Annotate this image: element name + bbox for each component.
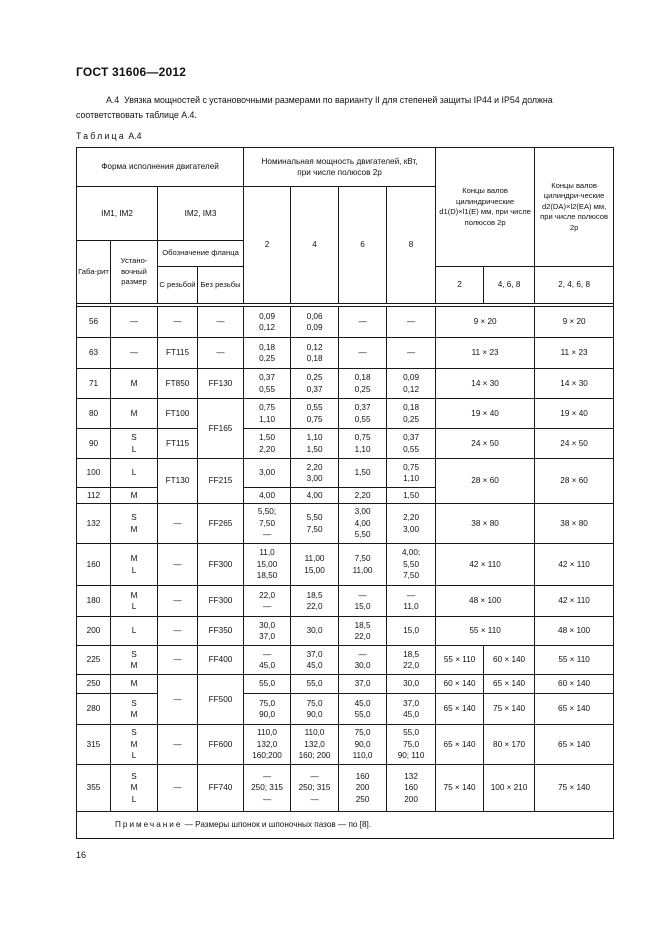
- cell-flange-with-thread: FT100: [158, 399, 198, 429]
- cell-shaft-conical: 60 × 140: [535, 675, 614, 694]
- cell-shaft-cylindrical: 14 × 30: [436, 369, 535, 399]
- cell-flange-without-thread: —: [198, 307, 244, 338]
- cell-flange-without-thread: FF215: [198, 459, 244, 504]
- cell-power-2p: 0,75 1,10: [244, 399, 291, 429]
- table-row: [77, 617, 614, 646]
- cell-flange-with-thread: —: [158, 646, 198, 675]
- cell-shaft-cylindrical-468p: 65 × 140: [484, 675, 535, 694]
- cell-power-8p: 18,5 22,0: [387, 646, 436, 675]
- cell-mount-size: M: [111, 488, 158, 504]
- cell-shaft-conical: 65 × 140: [535, 725, 614, 765]
- cell-gabarit: 56: [77, 307, 111, 338]
- cell-power-2p: 1,50 2,20: [244, 429, 291, 459]
- header-p6: 6: [339, 187, 387, 304]
- cell-mount-size: —: [111, 307, 158, 338]
- cell-power-2p: 22,0 —: [244, 586, 291, 617]
- cell-shaft-conical: 48 × 100: [535, 617, 614, 646]
- header-im2: IM2, IM3: [158, 187, 244, 241]
- cell-gabarit: 100: [77, 459, 111, 488]
- cell-flange-without-thread: FF300: [198, 586, 244, 617]
- header-con-all: 2, 4, 6, 8: [535, 267, 614, 304]
- cell-gabarit: 250: [77, 675, 111, 694]
- cell-power-4p: 0,12 0,18: [291, 338, 339, 369]
- cell-flange-with-thread: —: [158, 586, 198, 617]
- cell-flange-without-thread: FF130: [198, 369, 244, 399]
- cell-power-2p: 0,18 0,25: [244, 338, 291, 369]
- section-paragraph: [76, 93, 616, 123]
- cell-mount-size: M L: [111, 586, 158, 617]
- cell-power-4p: 18,5 22,0: [291, 586, 339, 617]
- cell-flange-without-thread: FF600: [198, 725, 244, 765]
- cell-flange-with-thread: FT115: [158, 338, 198, 369]
- cell-power-2p: 0,37 0,55: [244, 369, 291, 399]
- cell-shaft-cylindrical: 19 × 40: [436, 399, 535, 429]
- cell-shaft-conical: 42 × 110: [535, 586, 614, 617]
- cell-power-6p: — 15,0: [339, 586, 387, 617]
- cell-shaft-conical: 38 × 80: [535, 504, 614, 544]
- cell-power-8p: 1,50: [387, 488, 436, 504]
- cell-power-6p: 75,0 90,0 110,0: [339, 725, 387, 765]
- cell-flange-with-thread: —: [158, 617, 198, 646]
- table-row: [77, 694, 614, 725]
- cell-mount-size: L: [111, 459, 158, 488]
- cell-gabarit: 80: [77, 399, 111, 429]
- header-gabarit: Габа-рит: [77, 241, 111, 304]
- note-text: — Размеры шпонок и шпоночных пазов — по [8].: [184, 820, 372, 830]
- cell-mount-size: M: [111, 675, 158, 694]
- table-row: [77, 725, 614, 765]
- table-row: [77, 544, 614, 586]
- cell-flange-with-thread: —: [158, 765, 198, 812]
- table-row: [77, 429, 614, 459]
- cell-flange-with-thread: FT115: [158, 429, 198, 459]
- cell-mount-size: S L: [111, 429, 158, 459]
- cell-flange-with-thread: —: [158, 544, 198, 586]
- cell-power-4p: 55,0: [291, 675, 339, 694]
- section-text: Увязка мощностей с установочными размерами по варианту II для степеней защиты IP44 и IP54 должна соответствовать таблице А.4.: [76, 95, 553, 120]
- cell-power-4p: 0,06 0,09: [291, 307, 339, 338]
- cell-mount-size: S M: [111, 646, 158, 675]
- cell-shaft-cylindrical-2p: 65 × 140: [436, 694, 484, 725]
- cell-gabarit: 225: [77, 646, 111, 675]
- cell-power-2p: 3,00: [244, 459, 291, 488]
- cell-shaft-conical: 55 × 110: [535, 646, 614, 675]
- cell-shaft-conical: 65 × 140: [535, 694, 614, 725]
- table-row: [77, 459, 614, 488]
- cell-flange-without-thread: FF400: [198, 646, 244, 675]
- cell-power-4p: 110,0 132,0 160; 200: [291, 725, 339, 765]
- cell-flange-without-thread: FF265: [198, 504, 244, 544]
- header-shaft-conical: Концы валов цилиндри-ческие d2(DA)×l2(EA) мм, при числе полюсов 2p: [535, 148, 614, 267]
- table-row: [77, 399, 614, 429]
- table-row: [77, 586, 614, 617]
- cell-flange-with-thread: FT130: [158, 459, 198, 504]
- cell-gabarit: 90: [77, 429, 111, 459]
- cell-power-6p: 7,50 11,00: [339, 544, 387, 586]
- cell-flange-with-thread: —: [158, 307, 198, 338]
- cell-power-6p: 0,18 0,25: [339, 369, 387, 399]
- table-caption-number: А.4: [128, 131, 142, 141]
- cell-gabarit: 71: [77, 369, 111, 399]
- cell-power-4p: 4,00: [291, 488, 339, 504]
- cell-power-2p: 110,0 132,0 160;200: [244, 725, 291, 765]
- cell-power-8p: 30,0: [387, 675, 436, 694]
- cell-power-6p: 18,5 22,0: [339, 617, 387, 646]
- cell-power-6p: 160 200 250: [339, 765, 387, 812]
- cell-power-2p: 11,0 15,00 18,50: [244, 544, 291, 586]
- cell-power-6p: 0,37 0,55: [339, 399, 387, 429]
- cell-mount-size: M: [111, 369, 158, 399]
- cell-shaft-conical: 75 × 140: [535, 765, 614, 812]
- cell-shaft-cylindrical: 11 × 23: [436, 338, 535, 369]
- power-table: [76, 147, 614, 839]
- header-shaft-cylindrical: Концы валов цилиндрические d1(D)×l1(E) мм, при числе полюсов 2p: [436, 148, 535, 267]
- table-row: [77, 765, 614, 812]
- header-p8: 8: [387, 187, 436, 304]
- cell-power-8p: 55,0 75,0 90; 110: [387, 725, 436, 765]
- cell-shaft-conical: 24 × 50: [535, 429, 614, 459]
- cell-flange-with-thread: —: [158, 675, 198, 725]
- cell-power-4p: 75,0 90,0: [291, 694, 339, 725]
- cell-shaft-conical: 42 × 110: [535, 544, 614, 586]
- cell-power-6p: —: [339, 338, 387, 369]
- cell-power-4p: 37,0 45,0: [291, 646, 339, 675]
- cell-power-8p: 0,09 0,12: [387, 369, 436, 399]
- cell-power-6p: — 30,0: [339, 646, 387, 675]
- cell-shaft-conical: 14 × 30: [535, 369, 614, 399]
- cell-power-8p: — 11,0: [387, 586, 436, 617]
- cell-mount-size: S M: [111, 694, 158, 725]
- table-row: [77, 338, 614, 369]
- cell-shaft-cylindrical-468p: 75 × 140: [484, 694, 535, 725]
- header-im1: IM1, IM2: [77, 187, 158, 241]
- cell-mount-size: M L: [111, 544, 158, 586]
- cell-shaft-cylindrical-2p: 65 × 140: [436, 725, 484, 765]
- cell-shaft-conical: 19 × 40: [535, 399, 614, 429]
- cell-power-2p: — 250; 315 —: [244, 765, 291, 812]
- cell-power-4p: 0,55 0,75: [291, 399, 339, 429]
- cell-mount-size: S M L: [111, 765, 158, 812]
- cell-power-6p: —: [339, 307, 387, 338]
- cell-shaft-cylindrical-2p: 60 × 140: [436, 675, 484, 694]
- cell-shaft-cylindrical-468p: 60 × 140: [484, 646, 535, 675]
- cell-flange-with-thread: —: [158, 504, 198, 544]
- cell-power-2p: 4,00: [244, 488, 291, 504]
- cell-flange-without-thread: FF165: [198, 399, 244, 459]
- cell-shaft-cylindrical: 9 × 20: [436, 307, 535, 338]
- cell-power-4p: 11,00 15,00: [291, 544, 339, 586]
- table-caption: [76, 131, 142, 141]
- cell-power-2p: 5,50; 7,50 —: [244, 504, 291, 544]
- cell-power-2p: 30,0 37,0: [244, 617, 291, 646]
- header-p4: 4: [291, 187, 339, 304]
- cell-shaft-cylindrical: 38 × 80: [436, 504, 535, 544]
- cell-power-8p: 4,00; 5,50 7,50: [387, 544, 436, 586]
- cell-shaft-conical: 11 × 23: [535, 338, 614, 369]
- cell-mount-size: L: [111, 617, 158, 646]
- cell-power-2p: — 45,0: [244, 646, 291, 675]
- cell-power-4p: — 250; 315 —: [291, 765, 339, 812]
- cell-power-4p: 2,20 3,00: [291, 459, 339, 488]
- cell-power-4p: 1,10 1,50: [291, 429, 339, 459]
- cell-power-6p: 45,0 55,0: [339, 694, 387, 725]
- cell-gabarit: 160: [77, 544, 111, 586]
- cell-flange-without-thread: FF300: [198, 544, 244, 586]
- cell-mount-size: M: [111, 399, 158, 429]
- cell-power-6p: 2,20: [339, 488, 387, 504]
- cell-power-4p: 30,0: [291, 617, 339, 646]
- header-flange: Обозначение фланца: [158, 241, 244, 267]
- cell-mount-size: S M L: [111, 725, 158, 765]
- cell-power-8p: 2,20 3,00: [387, 504, 436, 544]
- cell-power-8p: —: [387, 338, 436, 369]
- document-header: ГОСТ 31606—2012: [76, 65, 187, 79]
- cell-shaft-cylindrical: 24 × 50: [436, 429, 535, 459]
- cell-power-8p: 0,75 1,10: [387, 459, 436, 488]
- cell-power-8p: 15,0: [387, 617, 436, 646]
- cell-gabarit: 112: [77, 488, 111, 504]
- cell-gabarit: 132: [77, 504, 111, 544]
- cell-shaft-cylindrical-2p: 55 × 110: [436, 646, 484, 675]
- cell-mount-size: S M: [111, 504, 158, 544]
- cell-gabarit: 315: [77, 725, 111, 765]
- cell-shaft-conical: 28 × 60: [535, 459, 614, 504]
- cell-flange-with-thread: FT850: [158, 369, 198, 399]
- cell-gabarit: 355: [77, 765, 111, 812]
- cell-power-2p: 55,0: [244, 675, 291, 694]
- cell-power-6p: 3,00 4,00 5,50: [339, 504, 387, 544]
- cell-shaft-cylindrical-468p: 80 × 170: [484, 725, 535, 765]
- table-note: [77, 812, 614, 839]
- table-row: [77, 307, 614, 338]
- cell-shaft-cylindrical: 48 × 100: [436, 586, 535, 617]
- cell-power-8p: 0,18 0,25: [387, 399, 436, 429]
- cell-shaft-cylindrical: 28 × 60: [436, 459, 535, 504]
- cell-power-4p: 5,50 7,50: [291, 504, 339, 544]
- cell-power-6p: 1,50: [339, 459, 387, 488]
- cell-power-8p: 0,37 0,55: [387, 429, 436, 459]
- header-with-thread: С резьбой: [158, 267, 198, 304]
- cell-shaft-conical: 9 × 20: [535, 307, 614, 338]
- cell-power-8p: 132 160 200: [387, 765, 436, 812]
- cell-flange-with-thread: —: [158, 725, 198, 765]
- cell-gabarit: 180: [77, 586, 111, 617]
- cell-mount-size: —: [111, 338, 158, 369]
- header-power: Номинальная мощность двигателей, кВт, при числе полюсов 2p: [244, 148, 436, 187]
- cell-power-8p: —: [387, 307, 436, 338]
- cell-shaft-cylindrical: 42 × 110: [436, 544, 535, 586]
- table-caption-word: Таблица: [76, 131, 126, 141]
- table-row: [77, 646, 614, 675]
- cell-shaft-cylindrical: 55 × 110: [436, 617, 535, 646]
- cell-gabarit: 280: [77, 694, 111, 725]
- cell-power-4p: 0,25 0,37: [291, 369, 339, 399]
- cell-power-2p: 75,0 90,0: [244, 694, 291, 725]
- cell-flange-without-thread: FF500: [198, 675, 244, 725]
- header-without-thread: Без резьбы: [198, 267, 244, 304]
- cell-power-8p: 37,0 45,0: [387, 694, 436, 725]
- section-number: А.4: [106, 95, 120, 105]
- cell-power-6p: 37,0: [339, 675, 387, 694]
- cell-gabarit: 200: [77, 617, 111, 646]
- header-mount-size: Устано-вочный размер: [111, 241, 158, 304]
- header-cyl-2: 2: [436, 267, 484, 304]
- page-number: 16: [76, 850, 87, 860]
- cell-flange-without-thread: FF350: [198, 617, 244, 646]
- cell-power-2p: 0,09 0,12: [244, 307, 291, 338]
- header-cyl-468: 4, 6, 8: [484, 267, 535, 304]
- table-row: [77, 675, 614, 694]
- cell-flange-without-thread: —: [198, 338, 244, 369]
- cell-gabarit: 63: [77, 338, 111, 369]
- header-p2: 2: [244, 187, 291, 304]
- cell-shaft-cylindrical-468p: 100 × 210: [484, 765, 535, 812]
- table-row: [77, 504, 614, 544]
- cell-shaft-cylindrical-2p: 75 × 140: [436, 765, 484, 812]
- cell-power-6p: 0,75 1,10: [339, 429, 387, 459]
- cell-flange-without-thread: FF740: [198, 765, 244, 812]
- header-form: Форма исполнения двигателей: [77, 148, 244, 187]
- note-word: Примечание: [115, 820, 183, 830]
- table-row: [77, 369, 614, 399]
